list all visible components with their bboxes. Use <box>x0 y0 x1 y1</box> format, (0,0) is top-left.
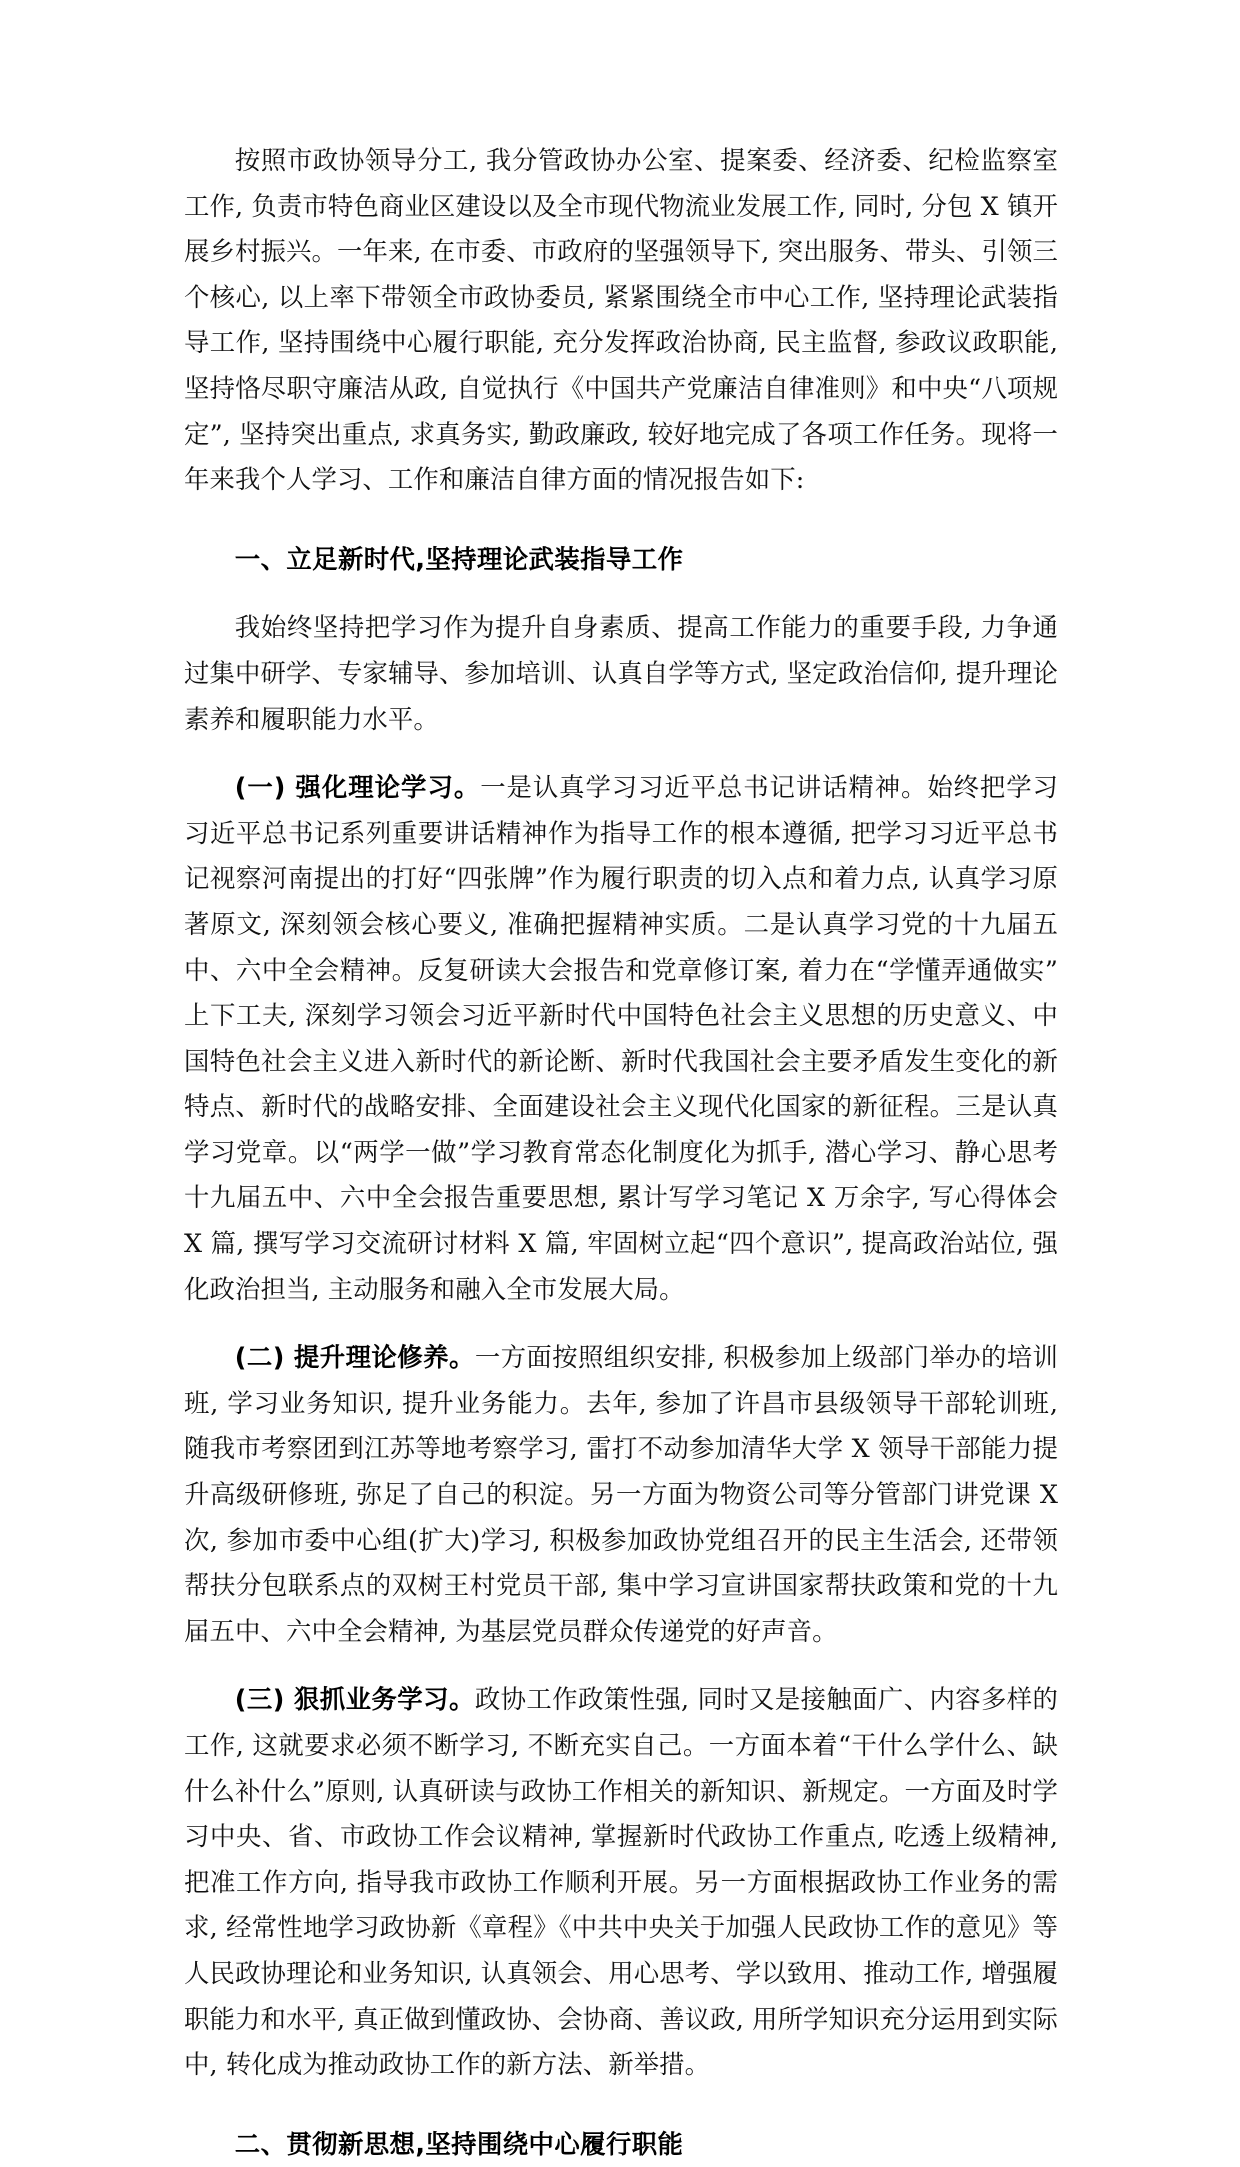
intro-paragraph: 按照市政协领导分工, 我分管政协办公室、提案委、经济委、纪检监察室工作, 负责市特色商业区建设以及全市现代物流业发展工作, 同时, 分包 X 镇开展乡村振兴。一年来, 在市委、市政府的坚强领导下, 突出服务、带头、引领三个核心, 以上率下带领全市政协委员, 紧紧围绕全市中心工作, 坚持理论武装指导工作, 坚持围绕中心履行职能, 充分发挥政治协商, 民主监督, 参政议政职能, 坚持恪尽职守廉洁从政, 自觉执行《中国共产党廉洁自律准则》和中央“八项规定”, 坚持突出重点, 求真务实, 勤政廉政, 较好地完成了各项工作任务。现将一年来我个人学习、工作和廉洁自律方面的情况报告如下: <box>184 145 1058 495</box>
section-heading-2: 二、贯彻新思想,坚持围绕中心履行职能 <box>234 2128 684 2159</box>
subsection-2-paragraph <box>184 1335 1058 1654</box>
section-1-intro-paragraph: 我始终坚持把学习作为提升自身素质、提高工作能力的重要手段, 力争通过集中研学、专家辅导、参加培训、认真自学等方式, 坚定政治信仰, 提升理论素养和履职能力水平。 <box>184 612 1058 734</box>
subsection-1-body-text: 一是认真学习习近平总书记讲话精神。始终把学习习近平总书记系列重要讲话精神作为指导工作的根本遵循, 把学习习近平总书记视察河南提出的打好“四张牌”作为履行职责的切入点和着力点, 认真学习原著原文, 深刻领会核心要义, 准确把握精神实质。二是认真学习党的十九届五中、六中全会精神。反复研读大会报告和党章修订案, 着力在“学懂弄通做实”上下工夫, 深刻学习领会习近平新时代中国特色社会主义思想的历史意义、中国特色社会主义进入新时代的新论断、新时代我国社会主要矛盾发生变化的新特点、新时代的战略安排、全面建设社会主义现代化国家的新征程。三是认真学习党章。以“两学一做”学习教育常态化制度化为抓手, 潜心学习、静心思考十九届五中、六中全会报告重要思想, 累计写学习笔记 X 万余字, 写心得体会 X 篇, 撰写学习交流研讨材料 X 篇, 牢固树立起“四个意识”, 提高政治站位, 强化政治担当, 主动服务和融入全市发展大局。 <box>184 772 1059 1304</box>
section-heading-1: 一、立足新时代,坚持理论武装指导工作 <box>234 543 684 574</box>
subsection-1-paragraph <box>184 765 1058 1312</box>
subsection-2-body-text: 一方面按照组织安排, 积极参加上级部门举办的培训班, 学习业务知识, 提升业务能力。去年, 参加了许昌市县级领导干部轮训班, 随我市考察团到江苏等地考察学习, 雷打不动参加清华大学 X 领导干部能力提升高级研修班, 弥足了自己的积淀。另一方面为物资公司等分管部门讲党课 X 次, 参加市委中心组(扩大)学习, 积极参加政协党组召开的民主生活会, 还带领帮扶分包联系点的双树王村党员干部, 集中学习宣讲国家帮扶政策和党的十九届五中、六中全会精神, 为基层党员群众传递党的好声音。 <box>184 1342 1058 1646</box>
subsection-1-lead-label: (一) 强化理论学习。 <box>234 772 481 803</box>
document-body <box>184 138 1058 2167</box>
subsection-3-paragraph <box>184 1677 1058 2087</box>
subsection-3-body-text: 政协工作政策性强, 同时又是接触面广、内容多样的工作, 这就要求必须不断学习, 不断充实自己。一方面本着“干什么学什么、缺什么补什么”原则, 认真研读与政协工作相关的新知识、新规定。一方面及时学习中央、省、市政协工作会议精神, 掌握新时代政协工作重点, 吃透上级精神, 把准工作方向, 指导我市政协工作顺利开展。另一方面根据政协工作业务的需求, 经常性地学习政协新《章程》《中共中央关于加强人民政协工作的意见》等人民政协理论和业务知识, 认真领会、用心思考、学以致用、推动工作, 增强履职能力和水平, 真正做到懂政协、会协商、善议政, 用所学知识充分运用到实际中, 转化成为推动政协工作的新方法、新举措。 <box>184 1684 1058 2080</box>
subsection-3-lead-label: (三) 狠抓业务学习。 <box>234 1684 475 1715</box>
subsection-2-lead-label: (二) 提升理论修养。 <box>234 1342 475 1373</box>
